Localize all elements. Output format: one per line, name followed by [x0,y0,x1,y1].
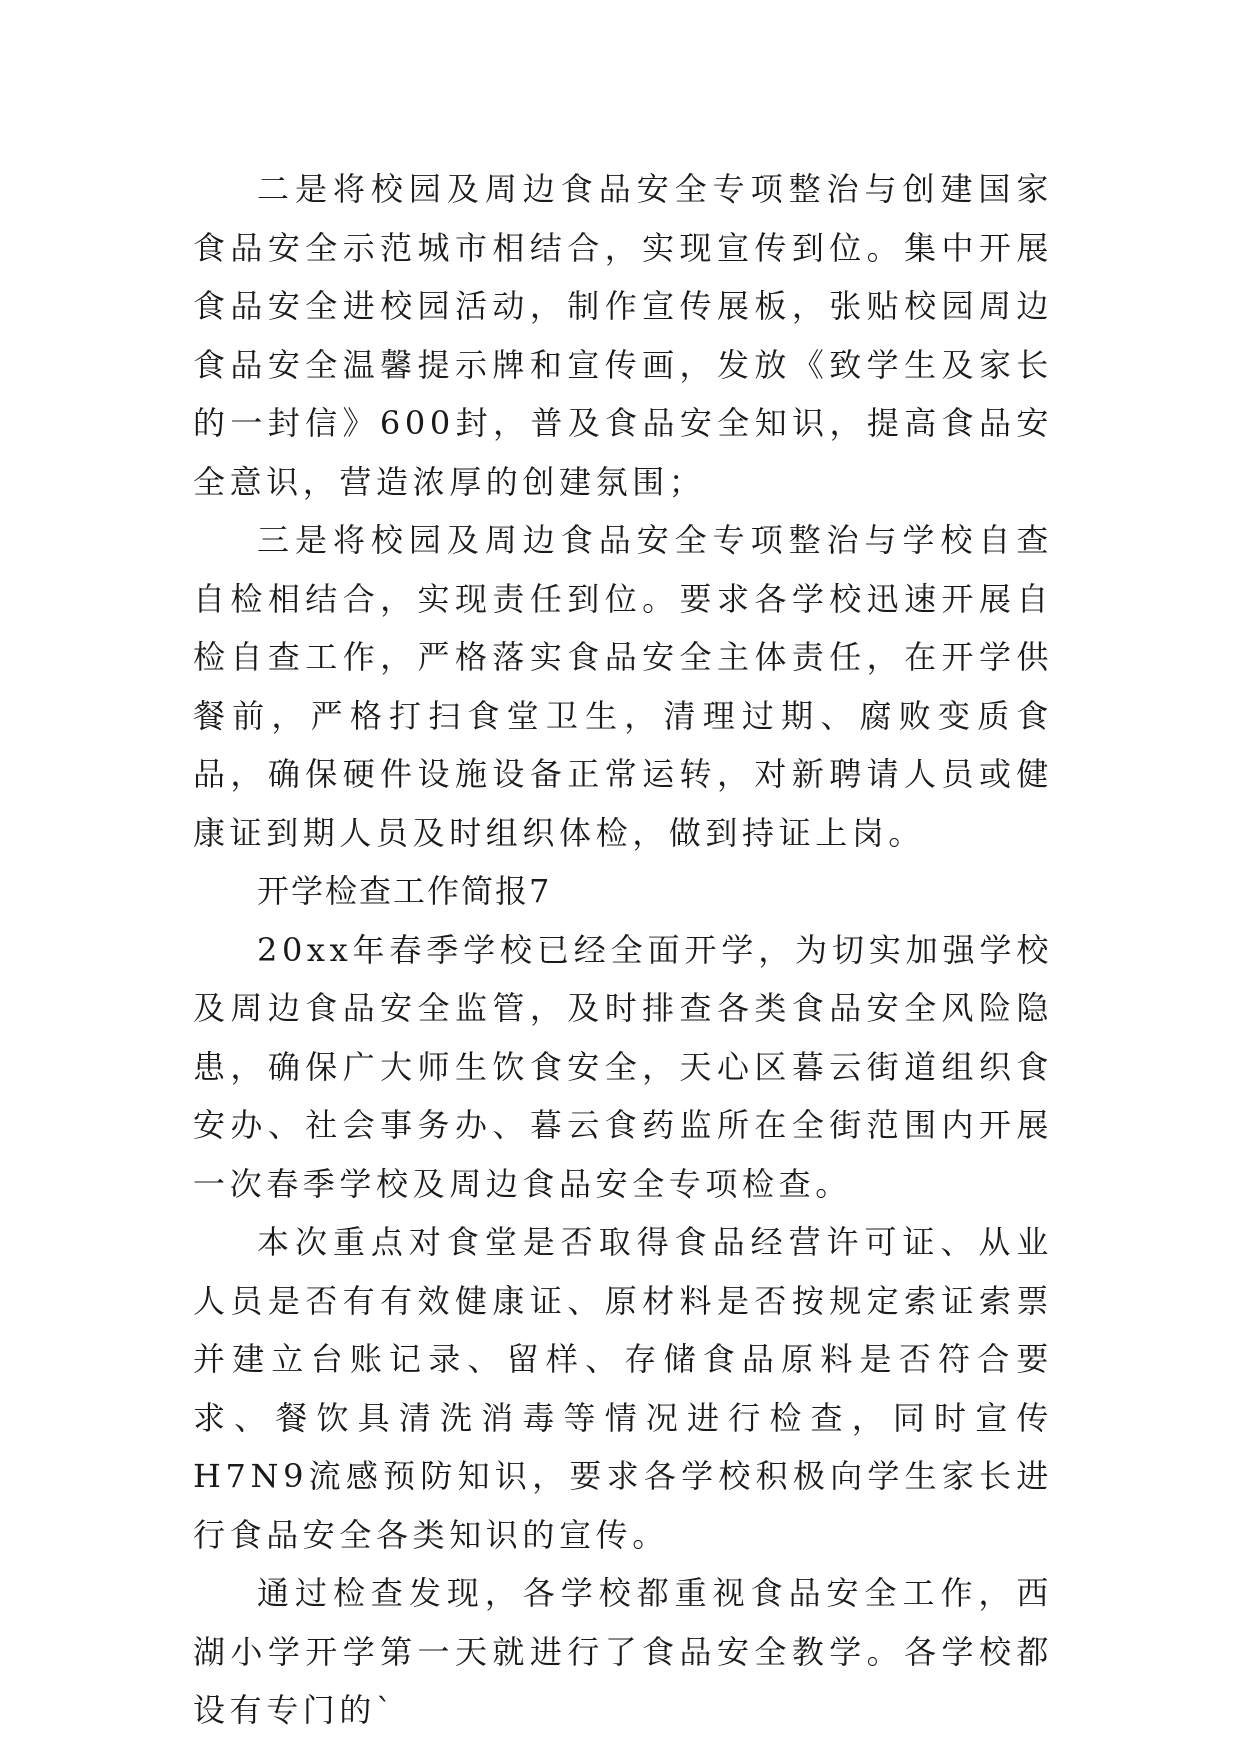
paragraph-self-inspection: 三是将校园及周边食品安全专项整治与学校自查自检相结合，实现责任到位。要求各学校迅速开展自检自查工作，严格落实食品安全主体责任，在开学供餐前，严格打扫食堂卫生，清理过期、腐败变质食品，确保硬件设施设备正常运转，对新聘请人员或健康证到期人员及时组织体检，做到持证上岗。 [193,521,1053,852]
paragraph-inspection-focus: 本次重点对食堂是否取得食品经营许可证、从业人员是否有有效健康证、原材料是否按规定索证索票并建立台账记录、留样、存储食品原料是否符合要求、餐饮具清洗消毒等情况进行检查，同时宣传H7N9流感预防知识，要求各学校积极向学生家长进行食品安全各类知识的宣传。 [193,1223,1053,1554]
section-heading: 开学检查工作简报7 [257,872,552,910]
document-body [193,160,1053,1740]
paragraph-food-safety-publicity: 二是将校园及周边食品安全专项整治与创建国家食品安全示范城市相结合，实现宣传到位。集中开展食品安全进校园活动，制作宣传展板，张贴校园周边食品安全温馨提示牌和宣传画，发放《致学生及家长的一封信》600封，普及食品安全知识，提高食品安全意识，营造浓厚的创建氛围； [193,170,1053,501]
paragraph-spring-inspection: 20xx年春季学校已经全面开学，为切实加强学校及周边食品安全监管，及时排查各类食品安全风险隐患，确保广大师生饮食安全，天心区暮云街道组织食安办、社会事务办、暮云食药监所在全街范围内开展一次春季学校及周边食品安全专项检查。 [193,930,1053,1203]
paragraph-inspection-findings: 通过检查发现，各学校都重视食品安全工作，西湖小学开学第一天就进行了食品安全教学。各学校都设有专门的` [193,1574,1053,1729]
